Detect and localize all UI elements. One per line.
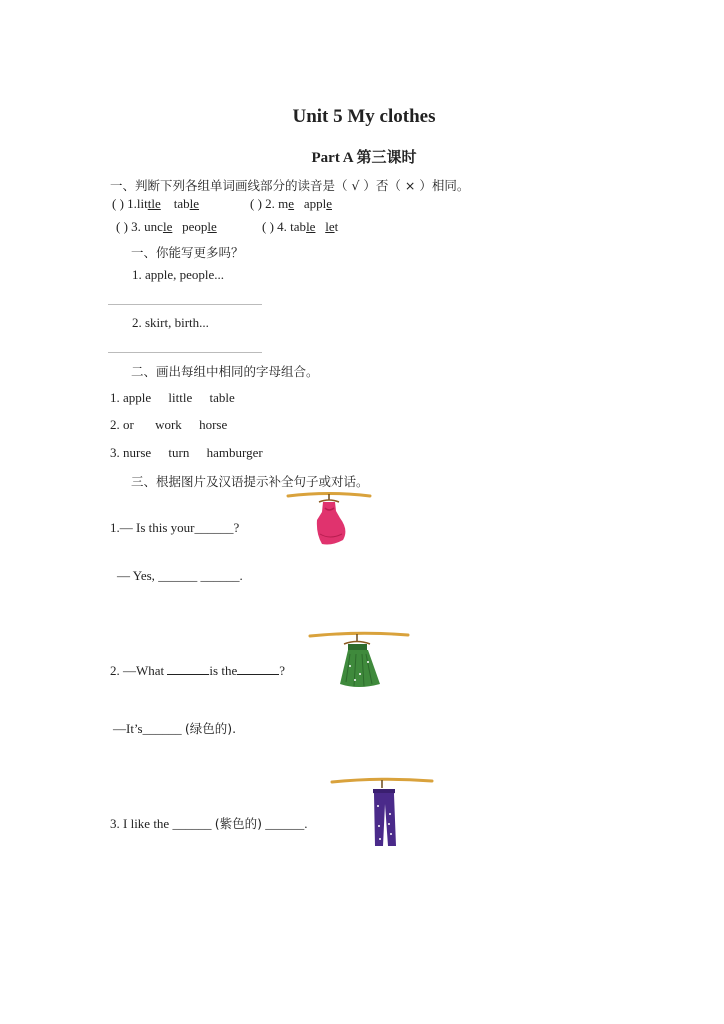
word[interactable]: table <box>209 390 235 405</box>
word[interactable]: work <box>155 417 182 432</box>
fill-blank[interactable]: ______ <box>142 721 182 736</box>
word[interactable]: horse <box>199 417 228 432</box>
section2-row-1: 1. apple little table <box>110 390 235 405</box>
answer-line[interactable] <box>108 352 262 353</box>
section1-instruction: 一、判断下列各组单词画线部分的读音是（ √ ）否（ × ）相同。 <box>110 178 470 193</box>
section1-item-3: ( ) 3. uncle people <box>116 219 217 234</box>
word[interactable]: apple <box>123 390 152 405</box>
section2-row-3: 3. nurse turn hamburger <box>110 445 263 460</box>
fill-blank[interactable] <box>237 662 279 675</box>
section2-row-2: 2. or work horse <box>110 417 228 432</box>
section1-item-1: ( ) 1.little table <box>112 196 200 211</box>
section2-heading: 二、画出每组中相同的字母组合。 <box>131 364 319 379</box>
word[interactable]: hamburger <box>206 445 263 460</box>
fill-blank[interactable]: ______ <box>200 568 240 583</box>
skirt-icon <box>308 630 410 690</box>
fill-blank[interactable]: ______ <box>265 816 305 831</box>
word[interactable]: little <box>168 390 193 405</box>
word[interactable]: or <box>123 417 134 432</box>
word[interactable]: turn <box>168 445 190 460</box>
q2-answer-line: —It’s______ (绿色的). <box>113 721 237 736</box>
fill-blank[interactable]: ______ <box>158 568 198 583</box>
dress-icon <box>286 490 372 548</box>
answer-paren[interactable]: ( ) <box>262 219 274 234</box>
page-subtitle: Part A 第三课时 <box>311 150 417 166</box>
extension-item-2: 2. skirt, birth... <box>132 315 209 330</box>
answer-paren[interactable]: ( ) <box>116 219 128 234</box>
fill-blank[interactable]: ______ <box>194 520 234 535</box>
trousers-icon <box>330 776 434 848</box>
extension-heading: 一、你能写更多吗？ <box>131 245 244 260</box>
section1-item-2: ( ) 2. me apple <box>250 196 332 211</box>
page-title: Unit 5 My clothes <box>292 106 436 127</box>
q1-line: 1.— Is this your______? <box>110 520 240 535</box>
q2-line: 2. —What is the ? <box>110 663 285 678</box>
q1-answer-line: — Yes, ______ ______. <box>117 568 243 583</box>
answer-line[interactable] <box>108 304 262 305</box>
fill-blank[interactable] <box>167 662 209 675</box>
answer-paren[interactable]: ( ) <box>112 196 124 211</box>
word[interactable]: nurse <box>123 445 152 460</box>
extension-item-1: 1. apple, people... <box>132 267 225 282</box>
section1-item-4: ( ) 4. table let <box>262 219 339 234</box>
fill-blank[interactable]: ______ <box>172 816 212 831</box>
section3-heading: 三、根据图片及汉语提示补全句子或对话。 <box>131 474 369 489</box>
answer-paren[interactable]: ( ) <box>250 196 262 211</box>
q3-line: 3. I like the ______ (紫色的) ______. <box>110 816 308 831</box>
